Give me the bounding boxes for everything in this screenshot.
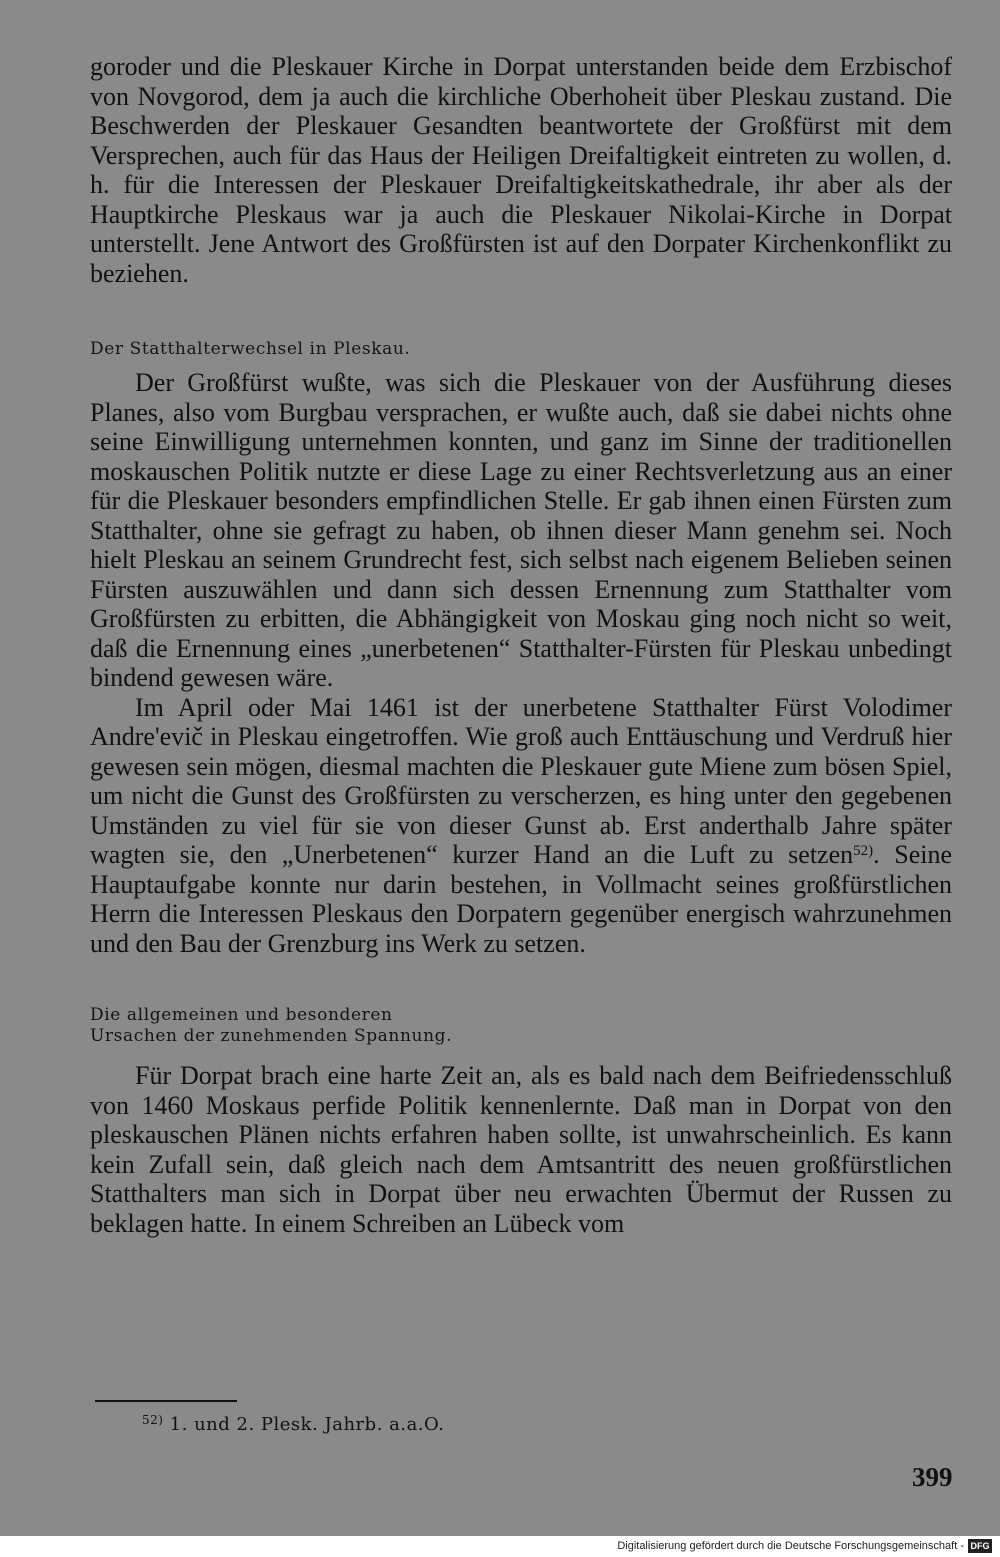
footnote (142, 1414, 444, 1435)
marginal-heading-line-2: Ursachen der zunehmenden Spannung. (90, 1026, 453, 1046)
paragraph-1: goroder und die Pleskauer Kirche in Dorpat unterstanden beide dem Erzbischof von Novgorod, dem ja auch die kirchliche Oberhoheit über Pleskau zustand. Die Beschwerden der Pleskauer Gesandten beantwortete der Großfürst mit dem Versprechen, auch für das Haus der Heiligen Dreifaltigkeit eintreten zu wollen, d. h. für die Interessen der Pleskauer Dreifaltigkeitskathedrale, ihr aber als der Hauptkirche Pleskaus war ja auch die Pleskauer Nikolai-Kirche in Dorpat unterstellt. Jene Antwort des Großfürsten ist auf den Dorpater Kirchenkonflikt zu beziehen. (90, 52, 952, 288)
paragraph-4: Für Dorpat brach eine harte Zeit an, als es bald nach dem Beifriedensschluß von 1460 Moskaus perfide Politik kennenlernte. Daß man in Dorpat von den pleskauschen Plänen nichts erfahren haben sollte, ist unwahrscheinlich. Es kann kein Zufall sein, daß gleich nach dem Amtsantritt des neuen großfürstlichen Statthalters man sich in Dorpat über neu erwachten Übermut der Russen zu beklagen hatte. In einem Schreiben an Lübeck vom (90, 1061, 952, 1238)
footnote-marker: 52) (142, 1413, 164, 1427)
credit-text: Digitalisierung gefördert durch die Deutsche Forschungsgemeinschaft - (617, 1540, 964, 1552)
paragraph-3-text: Im April oder Mai 1461 ist der unerbetene Statthalter Fürst Volodimer Andre'evič in Pleskau eingetroffen. Wie groß auch Enttäuschung und Verdruß hier gewesen sein mögen, diesmal machten die Pleskauer gute Miene zum bösen Spiel, um nicht die Gunst des Großfürsten zu verscherzen, es hing unter den gegebenen Umständen zu viel für sie von dieser Gunst ab. Erst anderthalb Jahre später wagten sie, den „Unerbetenen“ kurzer Hand an die Luft zu setzen (90, 692, 952, 869)
marginal-heading-ursachen (90, 1005, 952, 1047)
footnote-text: 1. und 2. Plesk. Jahrb. a.a.O. (163, 1414, 445, 1435)
marginal-heading-line-1: Die allgemeinen und besonderen (90, 1005, 393, 1025)
paragraph-2: Der Großfürst wußte, was sich die Pleskauer von der Ausführung dieses Planes, also vom Burgbau versprachen, er wußte auch, daß sie dabei nichts ohne seine Einwilligung unternehmen konnten, und ganz im Sinne der traditionellen moskauschen Politik nutzte er diese Lage zu einer Rechtsverletzung aus an einer für die Pleskauer besonders empfindlichen Stelle. Er gab ihnen einen Fürsten zum Statthalter, ohne sie gefragt zu haben, ob ihnen dieser Mann genehm sei. Noch hielt Pleskau an seinem Grundrecht fest, sich selbst nach eigenem Belieben seinen Fürsten auszuwählen und dann sich dessen Ernennung zum Statthalter vom Großfürsten zu erbitten, die Abhängigkeit von Moskau ging noch nicht so weit, daß die Ernennung eines „unerbetenen“ Statthalter-Fürsten für Pleskau unbedingt bindend gewesen wäre. (90, 368, 952, 692)
paragraph-3-continuation: . Seine Hauptaufgabe konnte nur darin bestehen, in Vollmacht seines großfürstlichen Herrn die Interessen Pleskaus den Dorpatern gegenüber energisch wahrzunehmen und den Bau der Grenzburg ins Werk zu setzen. (90, 840, 952, 958)
paragraph-3 (90, 693, 952, 959)
page-number: 399 (912, 1462, 953, 1492)
footnote-reference: 52) (853, 843, 874, 859)
digitization-credit-bar (0, 1536, 1000, 1557)
dfg-logo-icon: DFG (968, 1539, 992, 1553)
marginal-heading-statthalterwechsel: Der Statthalterwechsel in Pleskau. (90, 339, 411, 359)
page-body (90, 52, 952, 1238)
footnote-divider (95, 1400, 237, 1402)
